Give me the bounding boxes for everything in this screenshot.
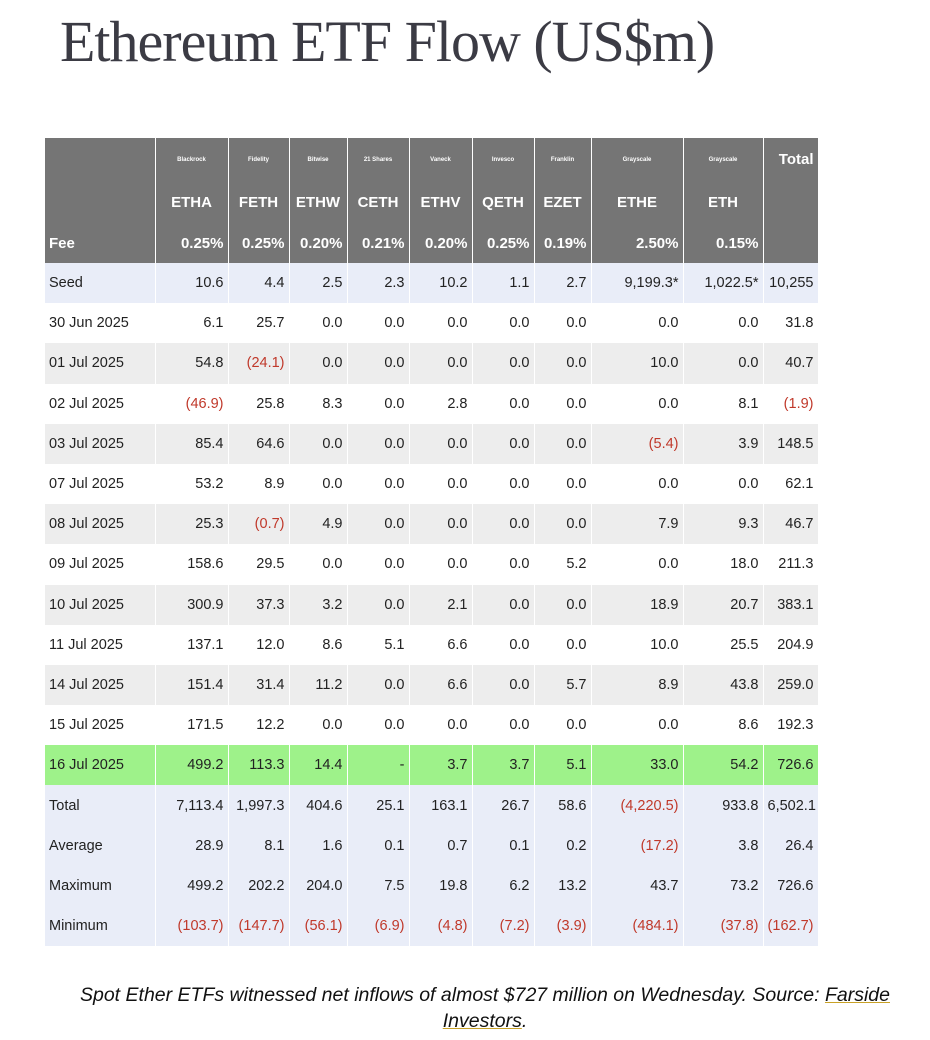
fee-cell: 2.50% — [591, 223, 683, 263]
flow-cell: 18.9 — [591, 585, 683, 625]
row-total-cell: 10,255 — [763, 263, 818, 303]
issuer-header: Blackrock — [155, 138, 228, 181]
flow-cell: 0.0 — [591, 464, 683, 504]
table-row — [45, 785, 818, 825]
flow-cell: 54.2 — [683, 745, 763, 785]
flow-cell: 499.2 — [155, 745, 228, 785]
flow-cell: 8.9 — [591, 665, 683, 705]
issuer-header: Invesco — [472, 138, 534, 181]
flow-cell: 0.0 — [683, 343, 763, 383]
ticker-header: EZET — [534, 181, 591, 223]
issuer-header: Grayscale — [683, 138, 763, 181]
flow-cell: 85.4 — [155, 424, 228, 464]
flow-cell: 0.0 — [534, 585, 591, 625]
row-label: 08 Jul 2025 — [45, 504, 155, 544]
row-label: 01 Jul 2025 — [45, 343, 155, 383]
flow-cell: (56.1) — [289, 906, 347, 946]
flow-cell: 73.2 — [683, 866, 763, 906]
flow-cell: 2.3 — [347, 263, 409, 303]
flow-cell: 12.0 — [228, 625, 289, 665]
flow-cell: (6.9) — [347, 906, 409, 946]
fee-cell: 0.25% — [155, 223, 228, 263]
flow-cell: 0.0 — [472, 625, 534, 665]
flow-cell: 11.2 — [289, 665, 347, 705]
flow-cell: 5.7 — [534, 665, 591, 705]
row-total-cell: (1.9) — [763, 384, 818, 424]
ticker-header: QETH — [472, 181, 534, 223]
flow-cell: 6.6 — [409, 625, 472, 665]
flow-cell: 0.1 — [472, 826, 534, 866]
flow-cell: (17.2) — [591, 826, 683, 866]
row-total-cell: 726.6 — [763, 866, 818, 906]
flow-cell: 13.2 — [534, 866, 591, 906]
fee-header-row — [45, 223, 818, 263]
flow-cell: 0.0 — [472, 585, 534, 625]
flow-cell: 0.0 — [472, 705, 534, 745]
row-label: 02 Jul 2025 — [45, 384, 155, 424]
flow-cell: 43.7 — [591, 866, 683, 906]
flow-cell: 53.2 — [155, 464, 228, 504]
flow-cell: 0.0 — [472, 384, 534, 424]
flow-cell: 0.0 — [472, 544, 534, 584]
flow-cell: 0.0 — [289, 303, 347, 343]
flow-cell: 0.0 — [534, 343, 591, 383]
issuer-header: Bitwise — [289, 138, 347, 181]
row-label: Average — [45, 826, 155, 866]
flow-cell: 0.0 — [409, 343, 472, 383]
flow-cell: 8.6 — [683, 705, 763, 745]
flow-cell: 5.1 — [534, 745, 591, 785]
flow-cell: 0.7 — [409, 826, 472, 866]
issuer-header-row — [45, 138, 818, 181]
flow-cell: 163.1 — [409, 785, 472, 825]
flow-cell: 19.8 — [409, 866, 472, 906]
total-header: Total — [763, 138, 818, 181]
ticker-header: CETH — [347, 181, 409, 223]
flow-cell: 6.1 — [155, 303, 228, 343]
flow-cell: (103.7) — [155, 906, 228, 946]
flow-cell: 404.6 — [289, 785, 347, 825]
row-label: 03 Jul 2025 — [45, 424, 155, 464]
row-total-cell: 259.0 — [763, 665, 818, 705]
flow-cell: 10.2 — [409, 263, 472, 303]
flow-cell: 10.6 — [155, 263, 228, 303]
flow-cell: 1,997.3 — [228, 785, 289, 825]
row-label: Maximum — [45, 866, 155, 906]
flow-cell: 1.6 — [289, 826, 347, 866]
flow-cell: 37.3 — [228, 585, 289, 625]
flow-cell: 0.0 — [534, 504, 591, 544]
flow-cell: 0.0 — [472, 504, 534, 544]
flow-cell: 0.0 — [409, 464, 472, 504]
flow-cell: 25.3 — [155, 504, 228, 544]
row-total-cell: 192.3 — [763, 705, 818, 745]
row-label: Minimum — [45, 906, 155, 946]
flow-cell: 7.5 — [347, 866, 409, 906]
row-total-cell: 383.1 — [763, 585, 818, 625]
flow-cell: 25.7 — [228, 303, 289, 343]
flow-cell: 0.0 — [347, 424, 409, 464]
flow-cell: 8.6 — [289, 625, 347, 665]
flow-cell: 31.4 — [228, 665, 289, 705]
flow-cell: 2.7 — [534, 263, 591, 303]
table-row — [45, 625, 818, 665]
issuer-header: Vaneck — [409, 138, 472, 181]
row-label: 15 Jul 2025 — [45, 705, 155, 745]
flow-cell: 29.5 — [228, 544, 289, 584]
flow-cell: 0.0 — [289, 343, 347, 383]
table-row — [45, 303, 818, 343]
flow-cell: 0.0 — [534, 705, 591, 745]
flow-cell: (4.8) — [409, 906, 472, 946]
flow-cell: 0.0 — [591, 384, 683, 424]
flow-cell: 9,199.3* — [591, 263, 683, 303]
table-row — [45, 384, 818, 424]
flow-cell: 14.4 — [289, 745, 347, 785]
flow-cell: 0.0 — [472, 303, 534, 343]
row-total-cell: 40.7 — [763, 343, 818, 383]
flow-cell: 0.0 — [409, 504, 472, 544]
flow-cell: 5.2 — [534, 544, 591, 584]
issuer-header: 21 Shares — [347, 138, 409, 181]
flow-cell: 0.0 — [347, 585, 409, 625]
source-link[interactable]: Farside Investors — [442, 984, 890, 1032]
row-label: 10 Jul 2025 — [45, 585, 155, 625]
flow-cell: 0.0 — [409, 303, 472, 343]
flow-cell: (3.9) — [534, 906, 591, 946]
table-row — [45, 866, 818, 906]
flow-cell: 2.5 — [289, 263, 347, 303]
row-total-cell: 46.7 — [763, 504, 818, 544]
table-row — [45, 464, 818, 504]
flow-cell: 202.2 — [228, 866, 289, 906]
fee-cell: 0.15% — [683, 223, 763, 263]
table-row — [45, 906, 818, 946]
flow-cell: 25.1 — [347, 785, 409, 825]
flow-cell: 0.0 — [591, 544, 683, 584]
page-title: Ethereum ETF Flow (US$m) — [60, 9, 715, 74]
flow-cell: 4.9 — [289, 504, 347, 544]
caption-text: Spot Ether ETFs witnessed net inflows of almost $727 million on Wednesday. Source: — [79, 984, 825, 1006]
flow-cell: 204.0 — [289, 866, 347, 906]
caption — [40, 982, 930, 1034]
flow-cell: 0.0 — [289, 705, 347, 745]
flow-cell: 0.0 — [347, 384, 409, 424]
etf-flow-table — [45, 138, 819, 946]
row-total-cell: 31.8 — [763, 303, 818, 343]
flow-cell: 0.0 — [409, 424, 472, 464]
flow-cell: 0.0 — [347, 464, 409, 504]
flow-cell: 300.9 — [155, 585, 228, 625]
flow-cell: (37.8) — [683, 906, 763, 946]
flow-cell: 3.2 — [289, 585, 347, 625]
row-total-cell: 211.3 — [763, 544, 818, 584]
flow-cell: 0.0 — [409, 705, 472, 745]
table-row — [45, 544, 818, 584]
row-total-cell: 204.9 — [763, 625, 818, 665]
flow-cell: 0.2 — [534, 826, 591, 866]
flow-cell: 0.0 — [472, 424, 534, 464]
row-total-cell: (162.7) — [763, 906, 818, 946]
flow-cell: 8.3 — [289, 384, 347, 424]
fee-cell: 0.21% — [347, 223, 409, 263]
ticker-header-row — [45, 181, 818, 223]
table-body — [45, 263, 818, 946]
flow-cell: 2.8 — [409, 384, 472, 424]
flow-cell: 18.0 — [683, 544, 763, 584]
table-row — [45, 585, 818, 625]
flow-cell: 0.0 — [534, 464, 591, 504]
flow-cell: 0.1 — [347, 826, 409, 866]
flow-cell: 1.1 — [472, 263, 534, 303]
row-label: 30 Jun 2025 — [45, 303, 155, 343]
flow-cell: - — [347, 745, 409, 785]
row-total-cell: 148.5 — [763, 424, 818, 464]
flow-cell: 0.0 — [472, 343, 534, 383]
fee-cell: 0.20% — [289, 223, 347, 263]
flow-cell: 0.0 — [683, 303, 763, 343]
flow-cell: 4.4 — [228, 263, 289, 303]
flow-cell: 0.0 — [347, 544, 409, 584]
flow-cell: 2.1 — [409, 585, 472, 625]
row-total-cell: 26.4 — [763, 826, 818, 866]
row-label: 16 Jul 2025 — [45, 745, 155, 785]
flow-cell: 0.0 — [347, 665, 409, 705]
flow-cell: 0.0 — [534, 424, 591, 464]
flow-cell: 0.0 — [472, 464, 534, 504]
fee-cell: 0.19% — [534, 223, 591, 263]
issuer-header: Franklin — [534, 138, 591, 181]
flow-cell: 25.8 — [228, 384, 289, 424]
row-total-cell: 6,502.1 — [763, 785, 818, 825]
flow-cell: 3.7 — [409, 745, 472, 785]
row-label: Seed — [45, 263, 155, 303]
row-label: 11 Jul 2025 — [45, 625, 155, 665]
flow-cell: (4,220.5) — [591, 785, 683, 825]
flow-cell: 7,113.4 — [155, 785, 228, 825]
flow-cell: 10.0 — [591, 625, 683, 665]
flow-cell: 151.4 — [155, 665, 228, 705]
ticker-header: FETH — [228, 181, 289, 223]
flow-cell: (24.1) — [228, 343, 289, 383]
flow-cell: 9.3 — [683, 504, 763, 544]
flow-cell: 12.2 — [228, 705, 289, 745]
ticker-header: ETHW — [289, 181, 347, 223]
ticker-header: ETHE — [591, 181, 683, 223]
flow-cell: 25.5 — [683, 625, 763, 665]
flow-cell: 8.9 — [228, 464, 289, 504]
issuer-header: Grayscale — [591, 138, 683, 181]
flow-cell: 0.0 — [409, 544, 472, 584]
flow-cell: 0.0 — [289, 464, 347, 504]
row-total-cell: 62.1 — [763, 464, 818, 504]
flow-cell: 171.5 — [155, 705, 228, 745]
flow-cell: 0.0 — [591, 303, 683, 343]
flow-cell: 0.0 — [347, 705, 409, 745]
flow-cell: 113.3 — [228, 745, 289, 785]
fee-cell: 0.25% — [472, 223, 534, 263]
flow-cell: 7.9 — [591, 504, 683, 544]
flow-cell: 5.1 — [347, 625, 409, 665]
flow-cell: 499.2 — [155, 866, 228, 906]
row-total-cell: 726.6 — [763, 745, 818, 785]
flow-cell: 0.0 — [591, 705, 683, 745]
flow-cell: (5.4) — [591, 424, 683, 464]
ticker-header: ETH — [683, 181, 763, 223]
table-row — [45, 665, 818, 705]
flow-cell: 54.8 — [155, 343, 228, 383]
flow-cell: (484.1) — [591, 906, 683, 946]
caption-end: . — [521, 1010, 528, 1032]
flow-cell: 8.1 — [683, 384, 763, 424]
flow-cell: 58.6 — [534, 785, 591, 825]
fee-cell: 0.25% — [228, 223, 289, 263]
flow-cell: 0.0 — [472, 665, 534, 705]
issuer-header: Fidelity — [228, 138, 289, 181]
row-label: Total — [45, 785, 155, 825]
flow-cell: (147.7) — [228, 906, 289, 946]
flow-cell: 26.7 — [472, 785, 534, 825]
table-row — [45, 343, 818, 383]
flow-cell: 0.0 — [347, 343, 409, 383]
table-row — [45, 826, 818, 866]
flow-cell: 3.9 — [683, 424, 763, 464]
flow-cell: 137.1 — [155, 625, 228, 665]
flow-cell: 0.0 — [683, 464, 763, 504]
table-row — [45, 745, 818, 785]
flow-cell: 10.0 — [591, 343, 683, 383]
table-row — [45, 504, 818, 544]
table-row — [45, 263, 818, 303]
flow-cell: 20.7 — [683, 585, 763, 625]
flow-cell: 1,022.5* — [683, 263, 763, 303]
flow-cell: 0.0 — [534, 384, 591, 424]
flow-cell: 0.0 — [534, 303, 591, 343]
ticker-header: ETHV — [409, 181, 472, 223]
flow-cell: 33.0 — [591, 745, 683, 785]
flow-cell: 158.6 — [155, 544, 228, 584]
flow-cell: 0.0 — [289, 424, 347, 464]
table-row — [45, 424, 818, 464]
ticker-header: ETHA — [155, 181, 228, 223]
flow-cell: 0.0 — [347, 303, 409, 343]
flow-cell: 6.2 — [472, 866, 534, 906]
flow-cell: 0.0 — [347, 504, 409, 544]
flow-cell: 933.8 — [683, 785, 763, 825]
flow-cell: (7.2) — [472, 906, 534, 946]
flow-cell: 64.6 — [228, 424, 289, 464]
flow-cell: 28.9 — [155, 826, 228, 866]
row-label: 07 Jul 2025 — [45, 464, 155, 504]
flow-cell: (46.9) — [155, 384, 228, 424]
flow-cell: 0.0 — [534, 625, 591, 665]
row-label: 09 Jul 2025 — [45, 544, 155, 584]
table-row — [45, 705, 818, 745]
fee-label: Fee — [45, 223, 155, 263]
fee-cell: 0.20% — [409, 223, 472, 263]
flow-cell: 3.8 — [683, 826, 763, 866]
row-label: 14 Jul 2025 — [45, 665, 155, 705]
flow-cell: 6.6 — [409, 665, 472, 705]
flow-cell: (0.7) — [228, 504, 289, 544]
flow-cell: 3.7 — [472, 745, 534, 785]
flow-cell: 8.1 — [228, 826, 289, 866]
flow-cell: 43.8 — [683, 665, 763, 705]
flow-cell: 0.0 — [289, 544, 347, 584]
